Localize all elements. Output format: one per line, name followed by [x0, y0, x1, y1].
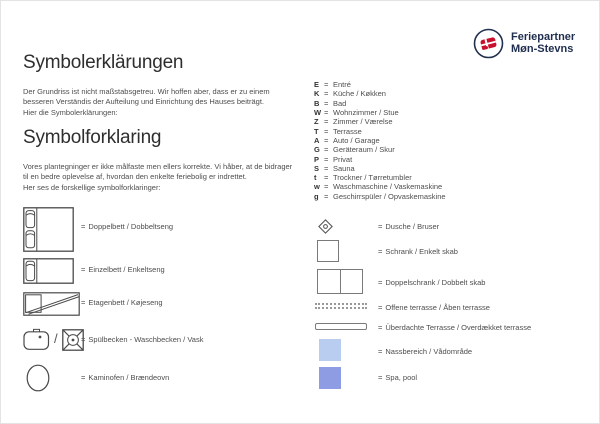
- wet-area-label: = Nassbereich / Vådområde: [378, 347, 473, 356]
- letter-code-row: t = Trockner / Tørretumbler: [314, 173, 412, 183]
- letter-code-row: T = Terrasse: [314, 126, 362, 136]
- letter-code-row: K = Küche / Køkken: [314, 89, 386, 99]
- danish-title: Symbolforklaring: [23, 127, 162, 148]
- spa-pool-swatch: [319, 367, 341, 389]
- danish-line1: Vores plantegninger er ikke målfaste men ellers korrekte. Vi håber, at de bidrager: [23, 162, 293, 171]
- bunk-bed-label: = Etagenbett / Køjeseng: [81, 298, 163, 307]
- letter-code-list: [314, 80, 446, 201]
- danish-line3: Her ses de forskellige symbolforklaringer:: [23, 182, 161, 192]
- sink-label: = Spülbecken - Waschbecken / Vask: [81, 335, 204, 344]
- german-line3: Hier die Symbolerklärungen:: [23, 107, 118, 117]
- german-line2: besseren Verständis der Aufteilung und Einrichtung des Hauses beiträgt.: [23, 97, 264, 107]
- slash-separator: /: [54, 331, 58, 346]
- shower-diamond-icon: [318, 219, 333, 234]
- brand-logo: [473, 28, 575, 59]
- wet-area-swatch: [319, 339, 341, 361]
- double-cabinet-label: = Doppelschrank / Dobbelt skab: [378, 278, 486, 287]
- letter-code-row: A = Auto / Garage: [314, 135, 380, 145]
- wood-stove-label: = Kaminofen / Brændeovn: [81, 373, 170, 382]
- double-cabinet-icon: [317, 269, 363, 294]
- letter-code-row: B = Bad: [314, 98, 347, 108]
- wood-stove-icon: [26, 364, 50, 392]
- letter-code-row: G = Geräteraum / Skur: [314, 145, 395, 155]
- letter-code-row: S = Sauna: [314, 163, 355, 173]
- shower-label: = Dusche / Bruser: [378, 222, 440, 231]
- german-line1: Der Grundriss ist nicht maßstabsgetreu. Wir hoffen aber, dass er zu einem: [23, 87, 270, 96]
- german-title: Symbolerklärungen: [23, 52, 184, 73]
- letter-code-row: P = Privat: [314, 154, 353, 164]
- letter-code-row: g = Geschirrspüler / Opvaskemaskine: [314, 191, 446, 201]
- bunk-bed-icon: [23, 292, 80, 316]
- sink-basin-icon: [23, 328, 50, 351]
- brand-name-line1: Feriepartner: [511, 31, 576, 43]
- single-cabinet-icon: [317, 240, 339, 262]
- open-terrace-label: = Offene terrasse / Åben terrasse: [378, 303, 490, 312]
- danish-paragraph: [23, 162, 292, 193]
- single-bed-label: = Einzelbett / Enkeltseng: [81, 265, 165, 274]
- letter-code-row: E = Entré: [314, 80, 351, 90]
- letter-code-row: W = Wohnzimmer / Stue: [314, 108, 399, 118]
- single-bed-icon: [23, 258, 74, 284]
- letter-code-row: w = Waschmaschine / Vaskemaskine: [314, 182, 443, 192]
- feriepartner-flag-icon: [473, 28, 504, 59]
- double-bed-label: = Doppelbett / Dobbeltseng: [81, 222, 174, 231]
- single-cabinet-label: = Schrank / Enkelt skab: [378, 247, 458, 256]
- covered-terrace-label: = Überdachte Terrasse / Overdækket terrasse: [378, 323, 532, 332]
- open-terrace-icon: [315, 303, 367, 309]
- letter-code-row: Z = Zimmer / Værelse: [314, 117, 393, 127]
- spa-pool-label: = Spa, pool: [378, 373, 418, 382]
- danish-line2: til en bedre oplevelse af, hvordan den enkelte feriebolig er indrettet.: [23, 172, 247, 182]
- german-paragraph: [23, 87, 270, 118]
- covered-terrace-icon: [315, 323, 367, 330]
- double-bed-icon: [23, 207, 74, 252]
- brand-name-line2: Møn-Stevns: [511, 42, 574, 55]
